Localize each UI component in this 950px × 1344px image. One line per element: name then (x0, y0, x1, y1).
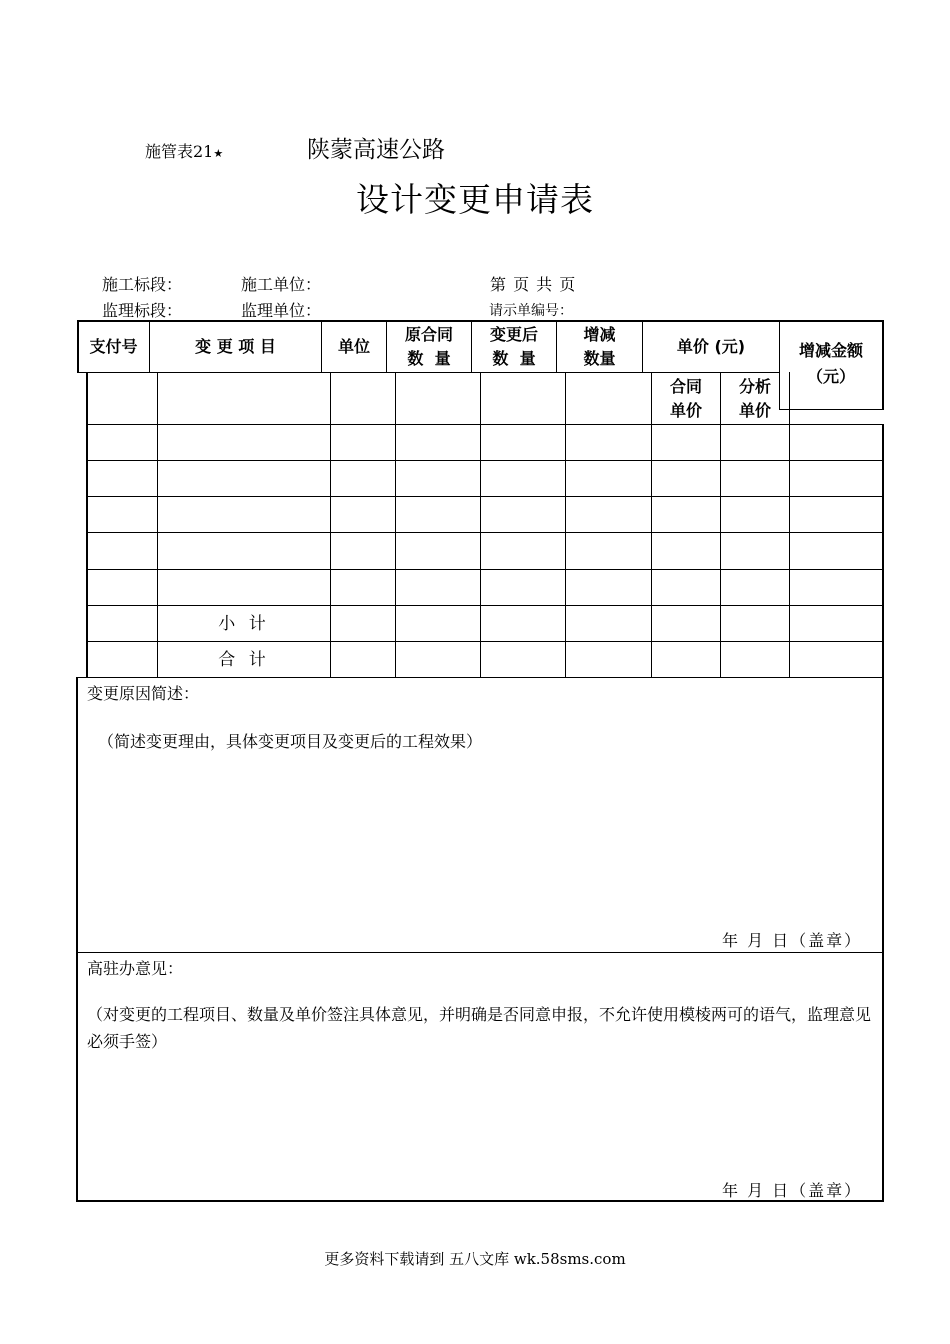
header-contract-price (652, 373, 720, 424)
body-left-border (86, 372, 88, 678)
body-col-line (565, 372, 566, 678)
row-line (86, 424, 884, 425)
header-delta-qty (557, 321, 642, 372)
opinion-hint: （对变更的工程项目、数量及单价签注具体意见，并明确是否同意申报，不允许使用模棱两可的语气，监理意见必须手签） (87, 1005, 872, 1051)
row-line (86, 460, 884, 461)
opinion-title: 高驻办意见： (87, 959, 184, 978)
row-line (86, 569, 884, 570)
supervision-section-label: 监理标段： (102, 301, 183, 320)
project-name: 陕蒙高速公路 (307, 137, 445, 163)
reason-top-line (77, 677, 884, 678)
construction-section-label: 施工标段： (102, 275, 183, 294)
subtotal-label: 小 计 (218, 613, 270, 634)
header-payment-no: 支付号 (89, 336, 138, 356)
header-original-qty-line2: 数 量 (407, 348, 451, 368)
header-changed-qty-line1: 变更后 (489, 324, 538, 344)
total-label: 合 计 (218, 649, 270, 670)
request-number-label: 请示单编号： (489, 303, 573, 319)
row-line (86, 532, 884, 533)
footer-link-text[interactable]: 更多资料下载请到 五八文库 wk.58sms.com (324, 1250, 626, 1268)
header-changed-qty-line2: 数 量 (492, 348, 536, 368)
reason-title: 变更原因简述： (87, 684, 200, 703)
blocks-right-border (882, 677, 884, 1202)
header-delta-amount (780, 334, 882, 394)
header-right-border (882, 320, 884, 409)
header-contract-price-line2: 单价 (669, 400, 702, 420)
row-line (86, 496, 884, 497)
supervision-unit-label: 监理单位： (241, 301, 322, 320)
header-delta-qty-line1: 增减 (583, 324, 616, 344)
header-original-qty (387, 321, 471, 372)
opinion-top-line (77, 952, 884, 953)
header-delta-amount-line2: （元） (806, 367, 855, 386)
header-original-qty-line1: 原合同 (404, 324, 453, 344)
reason-hint: （简述变更理由，具体变更项目及变更后的工程效果） (98, 732, 483, 751)
star-icon: ★ (213, 147, 224, 160)
form-code (145, 139, 223, 162)
header-analysis-price (721, 373, 789, 424)
header-delta-qty-line2: 数量 (583, 348, 616, 368)
form-code-text: 施管表21 (145, 142, 214, 161)
blocks-left-border (76, 677, 78, 1202)
body-col-line (789, 372, 790, 678)
header-analysis-price-line1: 分析 (738, 376, 771, 396)
construction-unit-label: 施工单位： (241, 275, 322, 294)
header-delta-amount-line1: 增减金额 (798, 341, 863, 360)
body-col-line (330, 372, 331, 678)
body-col-line (480, 372, 481, 678)
page-count-label: 第 页 共 页 (490, 275, 576, 294)
opinion-date-seal: 年 月 日（盖章） (722, 1181, 863, 1200)
body-col-line (395, 372, 396, 678)
header-unit-price: 单价 (元) (676, 336, 746, 356)
header-change-item: 变 更 项 目 (195, 336, 276, 356)
page-title: 设计变更申请表 (356, 180, 594, 219)
body-right-border (882, 424, 884, 678)
header-contract-price-line1: 合同 (669, 376, 702, 396)
header-changed-qty (472, 321, 556, 372)
reason-date-seal: 年 月 日（盖章） (722, 931, 863, 950)
header-unit: 单位 (337, 336, 370, 356)
header-analysis-price-line2: 单价 (738, 400, 771, 420)
amount-header-bottom-line (779, 409, 884, 410)
